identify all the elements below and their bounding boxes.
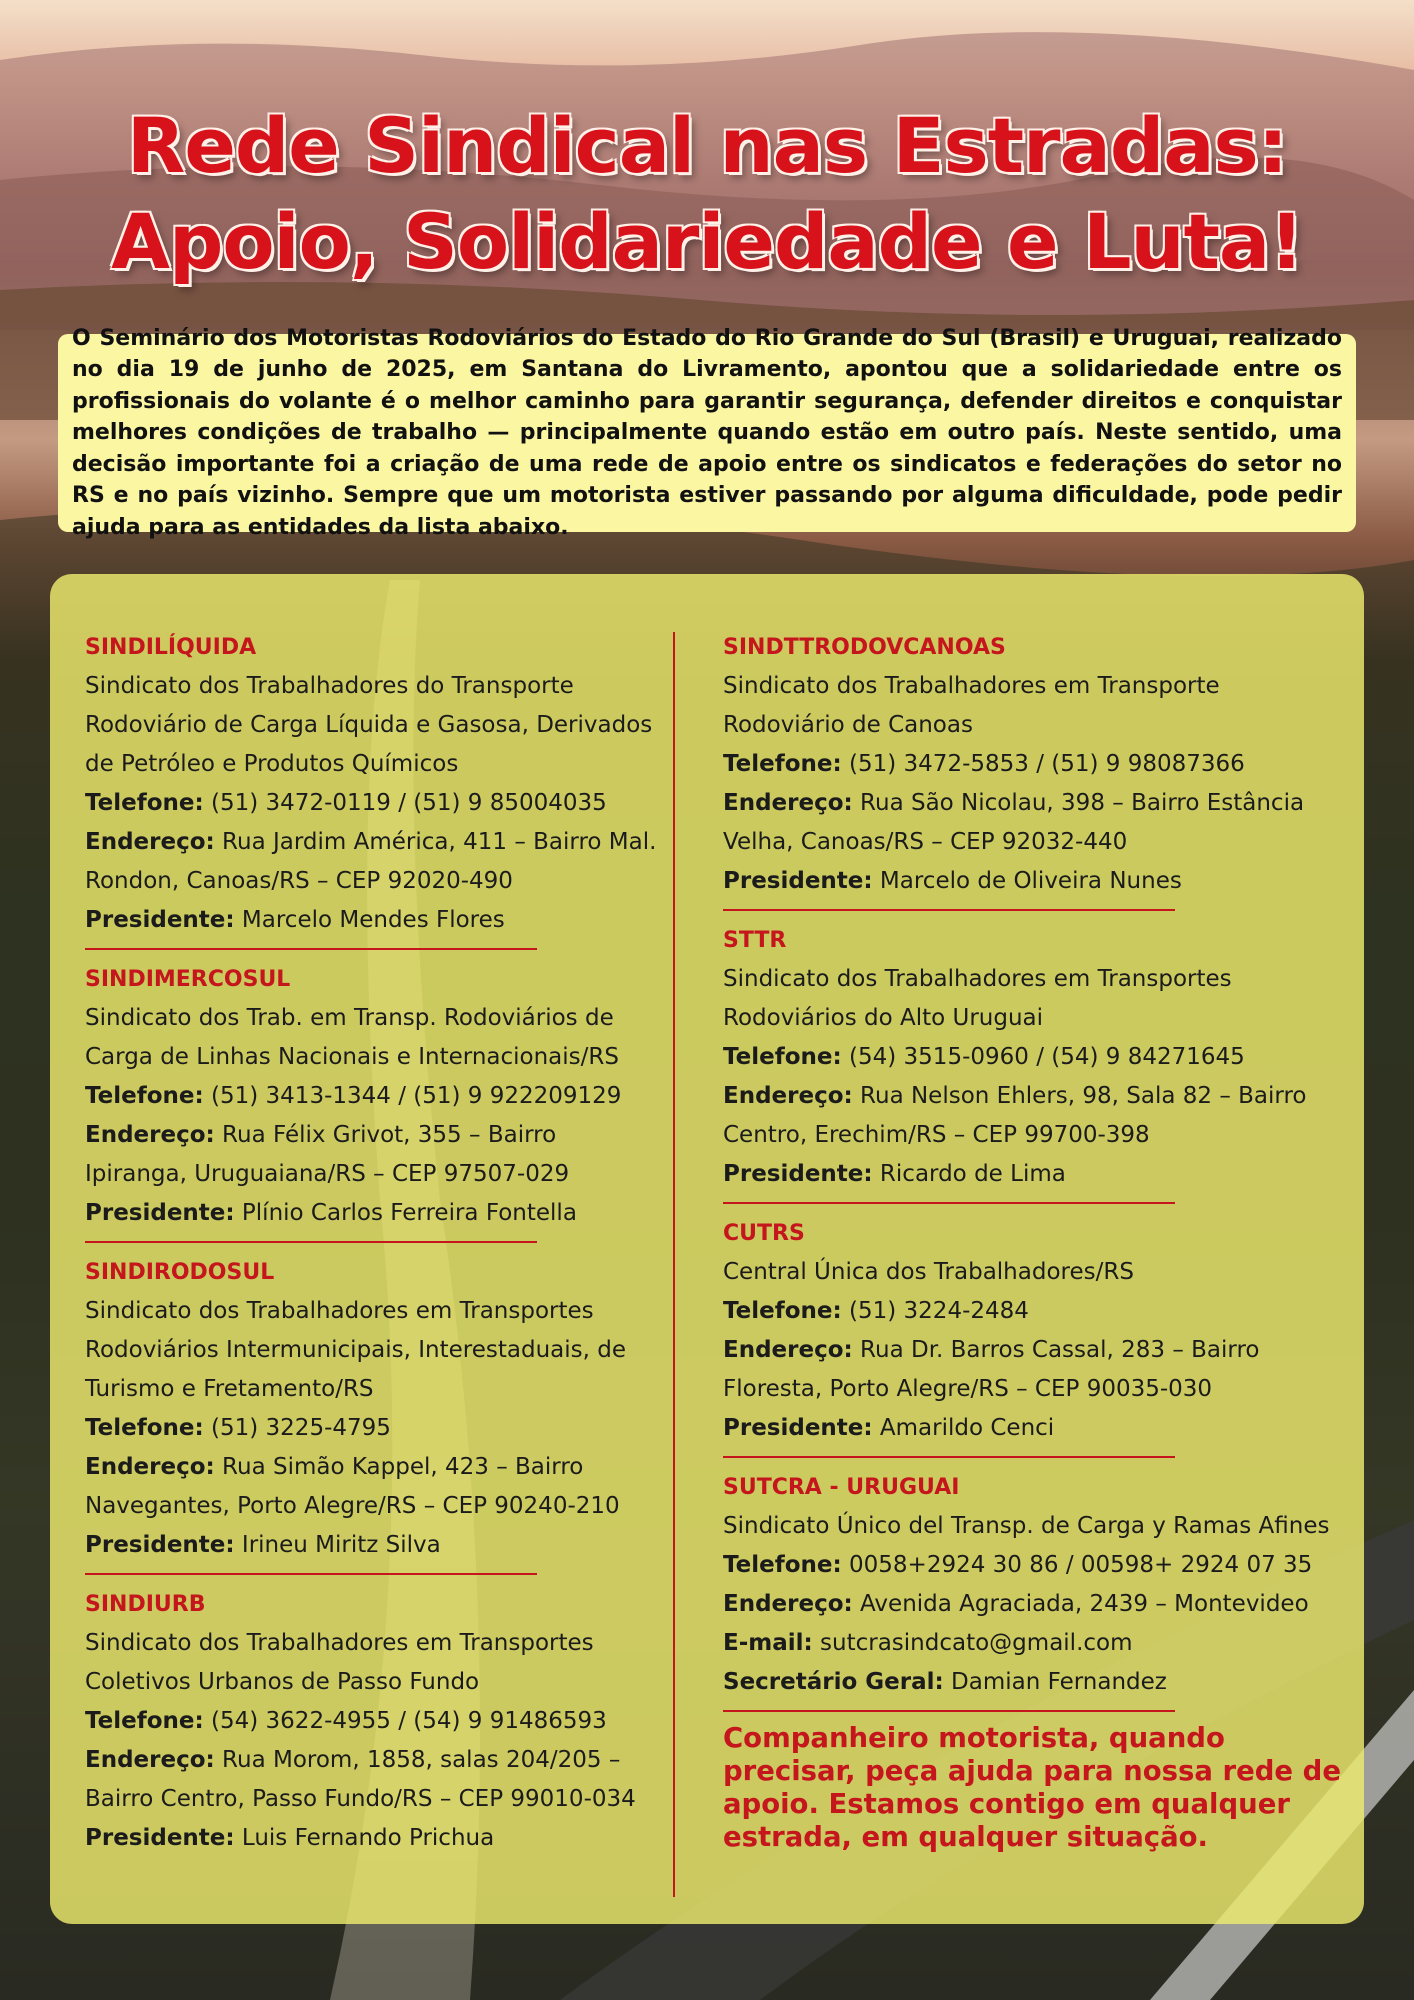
address-label: Endereço: — [723, 1591, 853, 1617]
address-label: Endereço: — [723, 1083, 853, 1109]
address-value: Rua Morom, 1858, salas 204/205 – Bairro Centro, Passo Fundo/RS – CEP 99010-034 — [85, 1747, 636, 1812]
union-address — [723, 1585, 1343, 1624]
right-column — [723, 628, 1343, 1854]
union-president — [85, 1819, 665, 1858]
union-president — [85, 901, 665, 940]
address-value: Rua Nelson Ehlers, 98, Sala 82 – Bairro Centro, Erechim/RS – CEP 99700-398 — [723, 1083, 1307, 1148]
union-phone — [85, 1702, 665, 1741]
union-entry — [85, 1253, 665, 1565]
president-value: Irineu Miritz Silva — [241, 1532, 441, 1558]
union-phone — [723, 1038, 1343, 1077]
secretary-value: Damian Fernandez — [951, 1669, 1167, 1695]
union-phone — [85, 1077, 665, 1116]
union-description: Sindicato dos Trabalhadores em Transportes Coletivos Urbanos de Passo Fundo — [85, 1630, 594, 1695]
union-entry — [723, 1468, 1343, 1702]
address-value: Rua Simão Kappel, 423 – Bairro Navegantes, Porto Alegre/RS – CEP 90240-210 — [85, 1454, 620, 1519]
union-president — [723, 1409, 1343, 1448]
union-entry — [723, 1214, 1343, 1448]
union-name: SINDIRODOSUL — [85, 1260, 275, 1285]
president-label: Presidente: — [723, 1415, 873, 1441]
union-description: Sindicato dos Trabalhadores em Transportes Rodoviários Intermunicipais, Interestaduais, de Turismo e Fretamento/RS — [85, 1298, 626, 1402]
phone-value: (51) 3413-1344 / (51) 9 922209129 — [211, 1083, 622, 1109]
phone-label: Telefone: — [85, 790, 204, 816]
union-entry — [723, 921, 1343, 1194]
address-value: Rua Jardim América, 411 – Bairro Mal. Rondon, Canoas/RS – CEP 92020-490 — [85, 829, 657, 894]
union-entry — [85, 628, 665, 940]
union-president — [85, 1194, 665, 1233]
union-name: CUTRS — [723, 1221, 805, 1246]
title-line-2: Apoio, Solidariedade e Luta! — [111, 197, 1303, 286]
entry-separator — [723, 1456, 1175, 1458]
president-label: Presidente: — [85, 1825, 235, 1851]
union-president — [723, 1155, 1343, 1194]
union-secretary — [723, 1663, 1343, 1702]
president-label: Presidente: — [723, 1161, 873, 1187]
president-value: Amarildo Cenci — [879, 1415, 1055, 1441]
union-entry — [85, 1585, 665, 1858]
union-phone — [723, 745, 1343, 784]
phone-value: (51) 3225-4795 — [211, 1415, 391, 1441]
entry-separator — [85, 1241, 537, 1243]
union-entry — [723, 628, 1343, 901]
address-label: Endereço: — [723, 790, 853, 816]
union-address — [85, 823, 665, 901]
union-name: SINDILÍQUIDA — [85, 635, 257, 660]
phone-value: (51) 3472-0119 / (51) 9 85004035 — [211, 790, 607, 816]
address-value: Avenida Agraciada, 2439 – Montevideo — [860, 1591, 1309, 1617]
intro-text: O Seminário dos Motoristas Rodoviários do Estado do Rio Grande do Sul (Brasil) e Uruguai, realizado no dia 19 de junho de 2025, em Santana do Livramento, apontou que a solidariedade entre os profissionais do volante é o melhor caminho para garantir segurança, defender direitos e conquistar melhores condições de trabalho — principalmente quando estão em outro país. Neste sentido, uma decisão importante foi a criação de uma rede de apoio entre os sindicatos e federações do setor no RS e no país vizinho. Sempre que um motorista estiver passando por alguma dificuldade, pode pedir ajuda para as entidades da lista abaixo. — [72, 325, 1342, 540]
union-description: Sindicato Único del Transp. de Carga y Ramas Afines — [723, 1513, 1330, 1539]
union-address — [723, 1077, 1343, 1155]
address-value: Rua São Nicolau, 398 – Bairro Estância Velha, Canoas/RS – CEP 92032-440 — [723, 790, 1305, 855]
president-value: Ricardo de Lima — [879, 1161, 1066, 1187]
phone-label: Telefone: — [723, 1298, 842, 1324]
secretary-label: Secretário Geral: — [723, 1669, 944, 1695]
president-label: Presidente: — [85, 1532, 235, 1558]
president-label: Presidente: — [85, 1200, 235, 1226]
email-value: sutcrasindcato@gmail.com — [820, 1630, 1133, 1656]
phone-label: Telefone: — [723, 1552, 842, 1578]
union-president — [85, 1526, 665, 1565]
union-description: Sindicato dos Trabalhadores em Transporte Rodoviário de Canoas — [723, 673, 1220, 738]
union-address — [723, 1331, 1343, 1409]
email-label: E-mail: — [723, 1630, 813, 1656]
left-column — [85, 628, 665, 1858]
address-label: Endereço: — [85, 1747, 215, 1773]
union-entry — [85, 960, 665, 1233]
union-phone — [85, 1409, 665, 1448]
union-name: SUTCRA - URUGUAI — [723, 1475, 960, 1500]
entry-separator — [723, 909, 1175, 911]
president-label: Presidente: — [85, 907, 235, 933]
entry-separator — [723, 1710, 1175, 1712]
phone-label: Telefone: — [723, 1044, 842, 1070]
phone-value: 0058+2924 30 86 / 00598+ 2924 07 35 — [849, 1552, 1313, 1578]
address-label: Endereço: — [85, 1454, 215, 1480]
union-name: SINDIURB — [85, 1592, 206, 1617]
phone-label: Telefone: — [85, 1083, 204, 1109]
union-name: STTR — [723, 928, 787, 953]
union-address — [85, 1116, 665, 1194]
union-phone — [85, 784, 665, 823]
president-label: Presidente: — [723, 868, 873, 894]
closing-message: Companheiro motorista, quando precisar, peça ajuda para nossa rede de apoio. Estamos contigo em qualquer estrada, em qualquer situação. — [723, 1722, 1341, 1853]
union-description: Sindicato dos Trabalhadores em Transportes Rodoviários do Alto Uruguai — [723, 966, 1232, 1031]
column-divider — [673, 632, 675, 1897]
union-phone — [723, 1546, 1343, 1585]
union-address — [85, 1741, 665, 1819]
address-label: Endereço: — [85, 829, 215, 855]
phone-value: (54) 3515-0960 / (54) 9 84271645 — [849, 1044, 1245, 1070]
union-description: Central Única dos Trabalhadores/RS — [723, 1259, 1134, 1285]
phone-value: (51) 3224-2484 — [849, 1298, 1029, 1324]
phone-label: Telefone: — [85, 1415, 204, 1441]
entry-separator — [723, 1202, 1175, 1204]
phone-value: (54) 3622-4955 / (54) 9 91486593 — [211, 1708, 607, 1734]
union-name: SINDIMERCOSUL — [85, 967, 291, 992]
union-email — [723, 1624, 1343, 1663]
title-line-1: Rede Sindical nas Estradas: — [126, 101, 1288, 190]
union-phone — [723, 1292, 1343, 1331]
union-description: Sindicato dos Trabalhadores do Transporte Rodoviário de Carga Líquida e Gasosa, Derivados de Petróleo e Produtos Químicos — [85, 673, 653, 777]
president-value: Marcelo Mendes Flores — [241, 907, 505, 933]
president-value: Marcelo de Oliveira Nunes — [879, 868, 1182, 894]
union-address — [85, 1448, 665, 1526]
page-title — [0, 98, 1414, 290]
entry-separator — [85, 1573, 537, 1575]
address-value: Rua Félix Grivot, 355 – Bairro Ipiranga, Uruguaiana/RS – CEP 97507-029 — [85, 1122, 570, 1187]
president-value: Plínio Carlos Ferreira Fontella — [241, 1200, 577, 1226]
address-value: Rua Dr. Barros Cassal, 283 – Bairro Floresta, Porto Alegre/RS – CEP 90035-030 — [723, 1337, 1260, 1402]
entry-separator — [85, 948, 537, 950]
union-description: Sindicato dos Trab. em Transp. Rodoviários de Carga de Linhas Nacionais e Internacionais/RS — [85, 1005, 619, 1070]
president-value: Luis Fernando Prichua — [241, 1825, 495, 1851]
phone-label: Telefone: — [723, 751, 842, 777]
union-address — [723, 784, 1343, 862]
address-label: Endereço: — [85, 1122, 215, 1148]
union-name: SINDTTRODOVCANOAS — [723, 635, 1006, 660]
intro-box — [58, 325, 1356, 540]
union-president — [723, 862, 1343, 901]
phone-label: Telefone: — [85, 1708, 204, 1734]
address-label: Endereço: — [723, 1337, 853, 1363]
phone-value: (51) 3472-5853 / (51) 9 98087366 — [849, 751, 1245, 777]
